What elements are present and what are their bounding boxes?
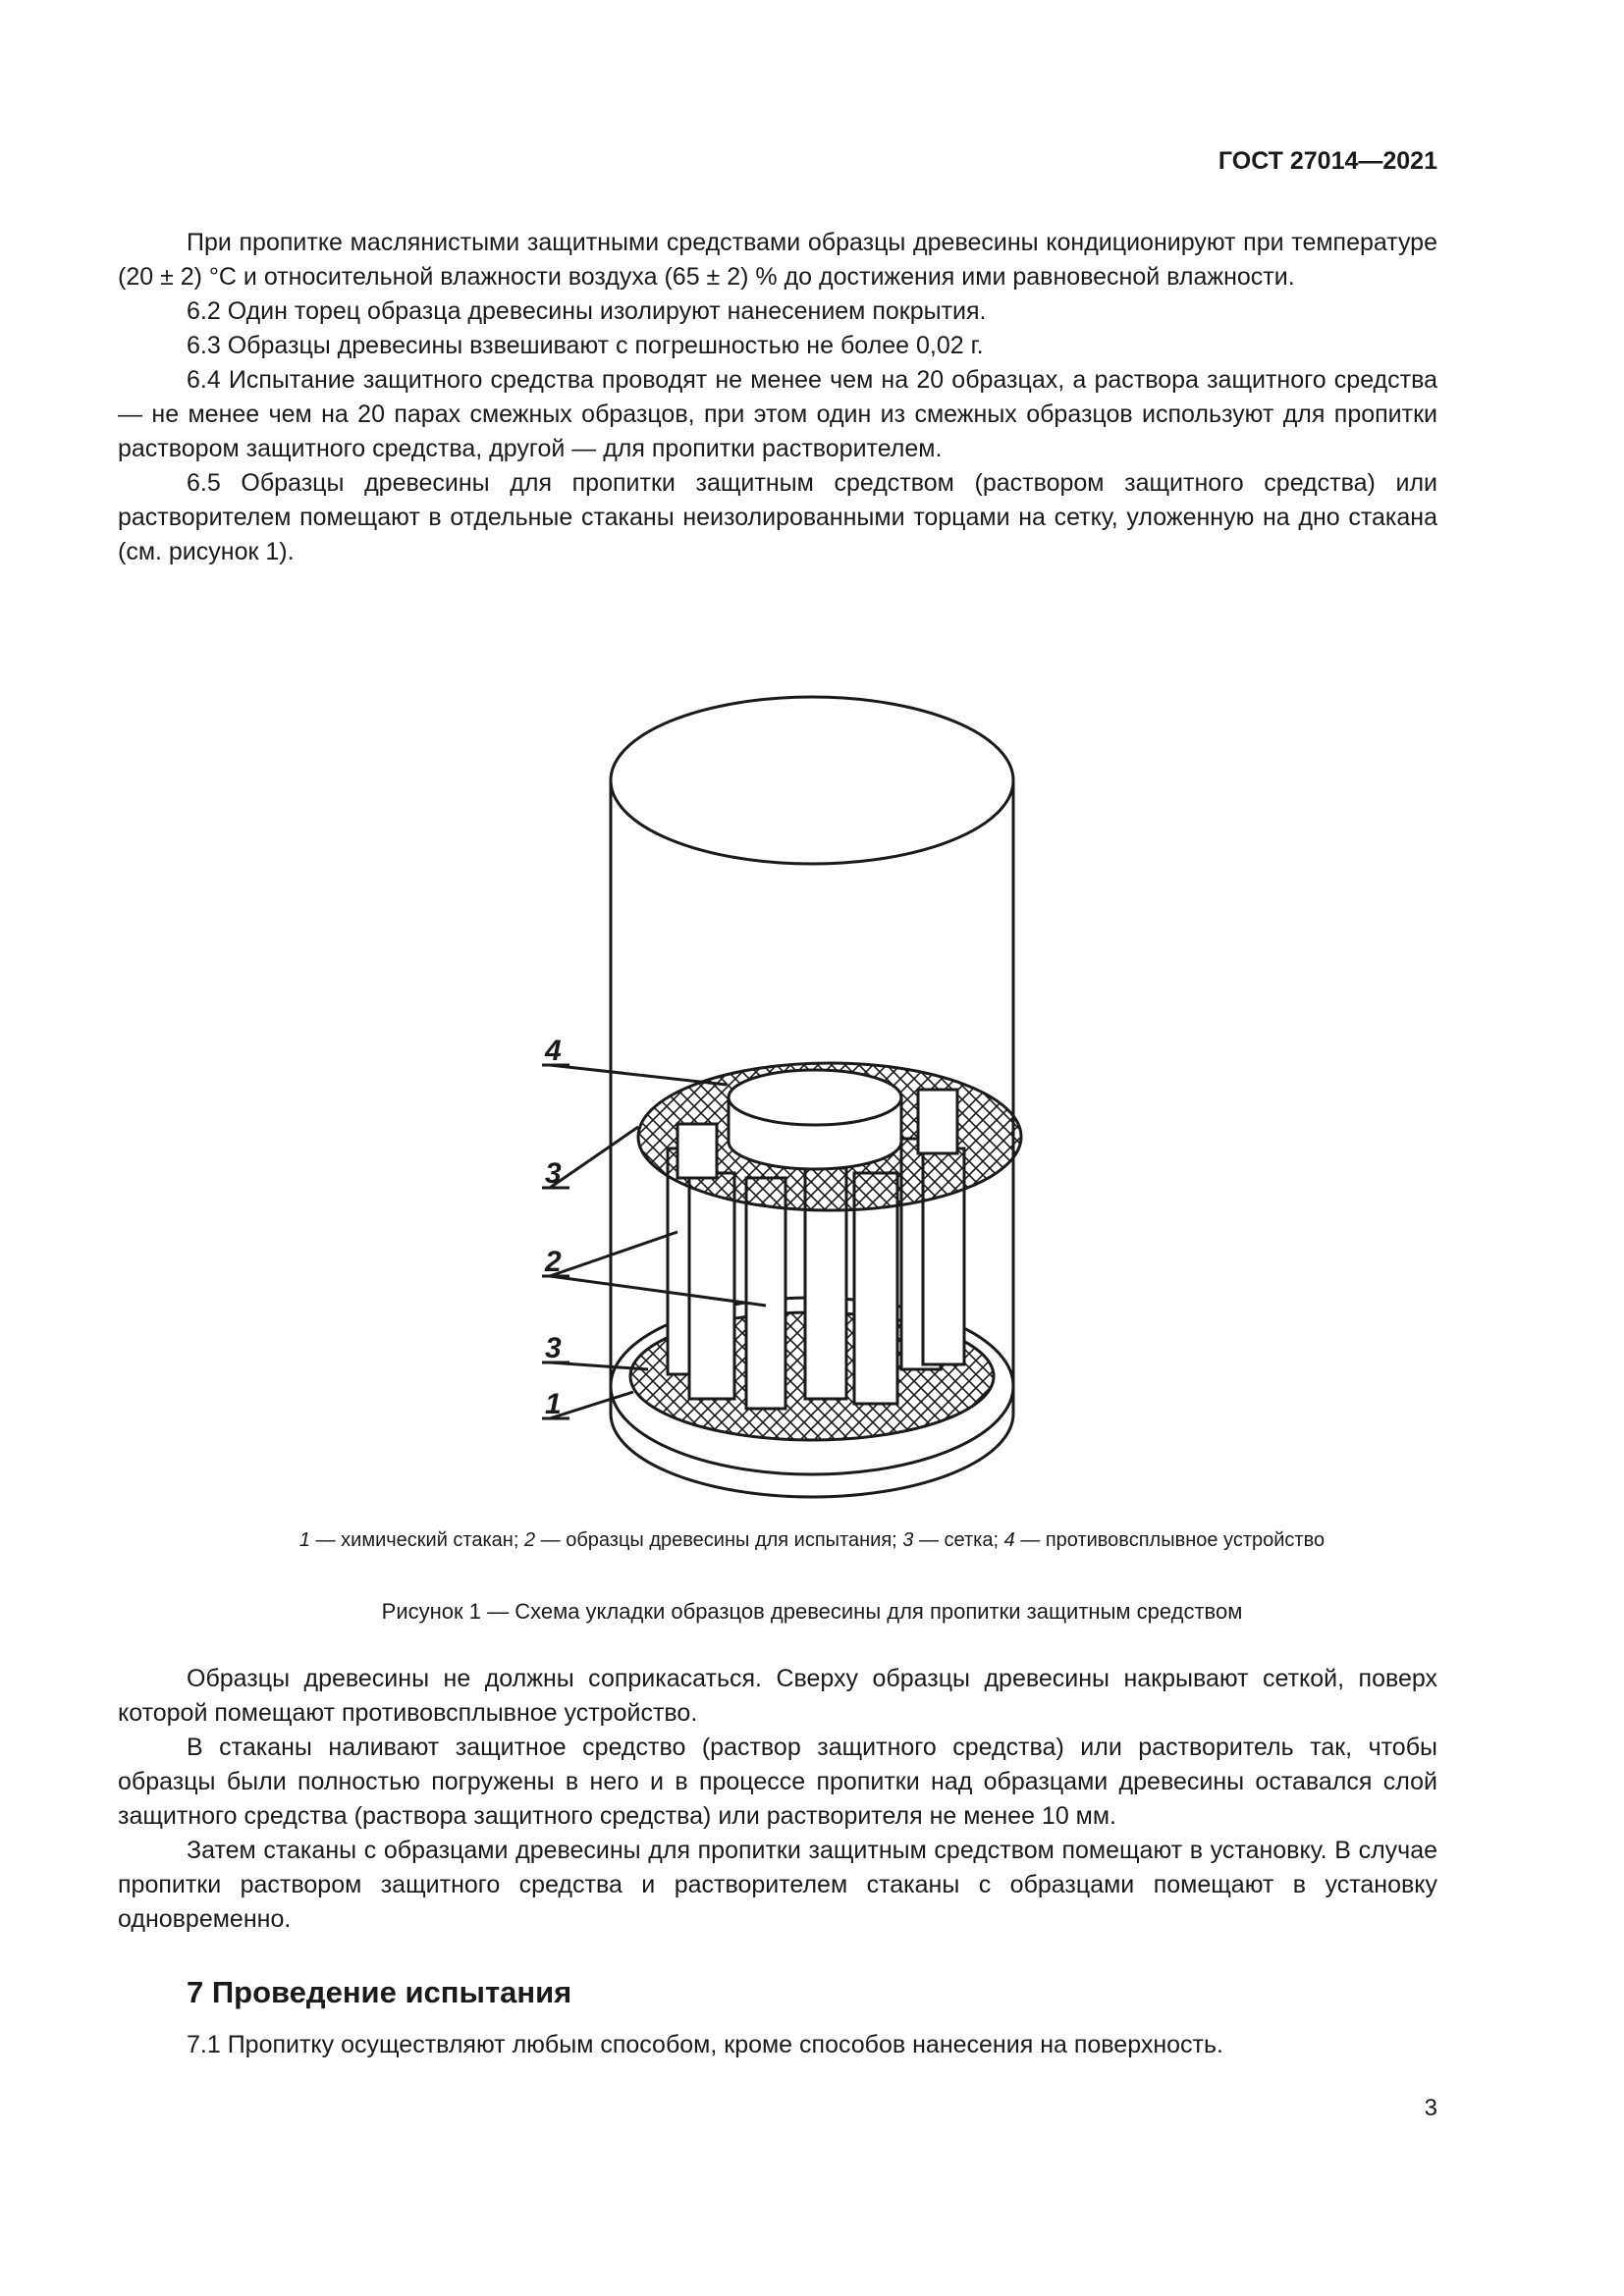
figure-label-2: 2	[545, 1246, 562, 1278]
paragraph: При пропитке маслянистыми защитными средствами образцы древесины кондиционируют при температуре (20 ± 2) °С и относительной влажности воздуха (65 ± 2) % до достижения ими равновесной влажности.	[118, 229, 1437, 291]
beaker-top-rim	[611, 697, 1013, 864]
figure-caption: Рисунок 1 — Схема укладки образцов древесины для пропитки защитным средством	[381, 1599, 1243, 1624]
paragraph: Затем стаканы с образцами древесины для пропитки защитным средством помещают в установку. В случае пропитки раствором защитного средства и растворителем стаканы с образцами помещают в установку одновременно.	[118, 1837, 1437, 1933]
paragraph-6-4: 6.4 Испытание защитного средства проводят не менее чем на 20 образцах, а раствора защитного средства — не менее чем на 20 парах смежных образцов, при этом один из смежных образцов используют для пропитки раствором защитного средства, другой — для пропитки растворителем.	[118, 366, 1437, 462]
paragraph: Образцы древесины не должны соприкасаться. Сверху образцы древесины накрывают сеткой, поверх которой помещают противовсплывное устройство.	[118, 1665, 1437, 1727]
legend-num: 2	[523, 1529, 536, 1551]
paragraph-6-3: 6.3 Образцы древесины взвешивают с погрешностью не более 0,02 г.	[187, 332, 984, 359]
page-number: 3	[1424, 2095, 1437, 2121]
paragraph-7-1: 7.1 Пропитку осуществляют любым способом, кроме способов нанесения на поверхность.	[187, 2031, 1223, 2058]
paragraph-6-5: 6.5 Образцы древесины для пропитки защитным средством (раствором защитного средства) или растворителем помещают в отдельные стаканы неизолированными торцами на сетку, уложенную на дно стакана (см. рисунок 1).	[118, 469, 1437, 565]
legend-text: — химический стакан;	[310, 1529, 524, 1551]
figure-legend	[0, 1526, 1624, 1554]
paragraph: В стаканы наливают защитное средство (раствор защитного средства) или растворитель так, чтобы образцы были полностью погружены в него и в процессе пропитки над образцами древесины оставался слой защитного средства (раствора защитного средства) или растворителя не менее 10 мм.	[118, 1734, 1437, 1830]
paragraphs-block-2	[118, 1662, 1437, 1937]
figure-label-3-top: 3	[545, 1157, 562, 1190]
figure-label-3-bottom: 3	[545, 1332, 562, 1364]
figure-label-1: 1	[545, 1388, 562, 1420]
legend-text: — противовсплывное устройство	[1014, 1529, 1326, 1551]
section-7-title: 7 Проведение испытания	[187, 1975, 572, 2009]
legend-num: 4	[1003, 1529, 1015, 1551]
legend-text: — образцы древесины для испытания;	[535, 1529, 903, 1551]
document-code: ГОСТ 27014—2021	[1218, 147, 1437, 175]
legend-num: 3	[902, 1529, 914, 1551]
legend-text: — сетка;	[913, 1529, 1004, 1551]
anti-float-device	[729, 1070, 901, 1169]
legend-num: 1	[298, 1529, 311, 1551]
figure-label-4: 4	[545, 1035, 562, 1067]
paragraph-6-2: 6.2 Один торец образца древесины изолируют нанесением покрытия.	[187, 297, 987, 325]
